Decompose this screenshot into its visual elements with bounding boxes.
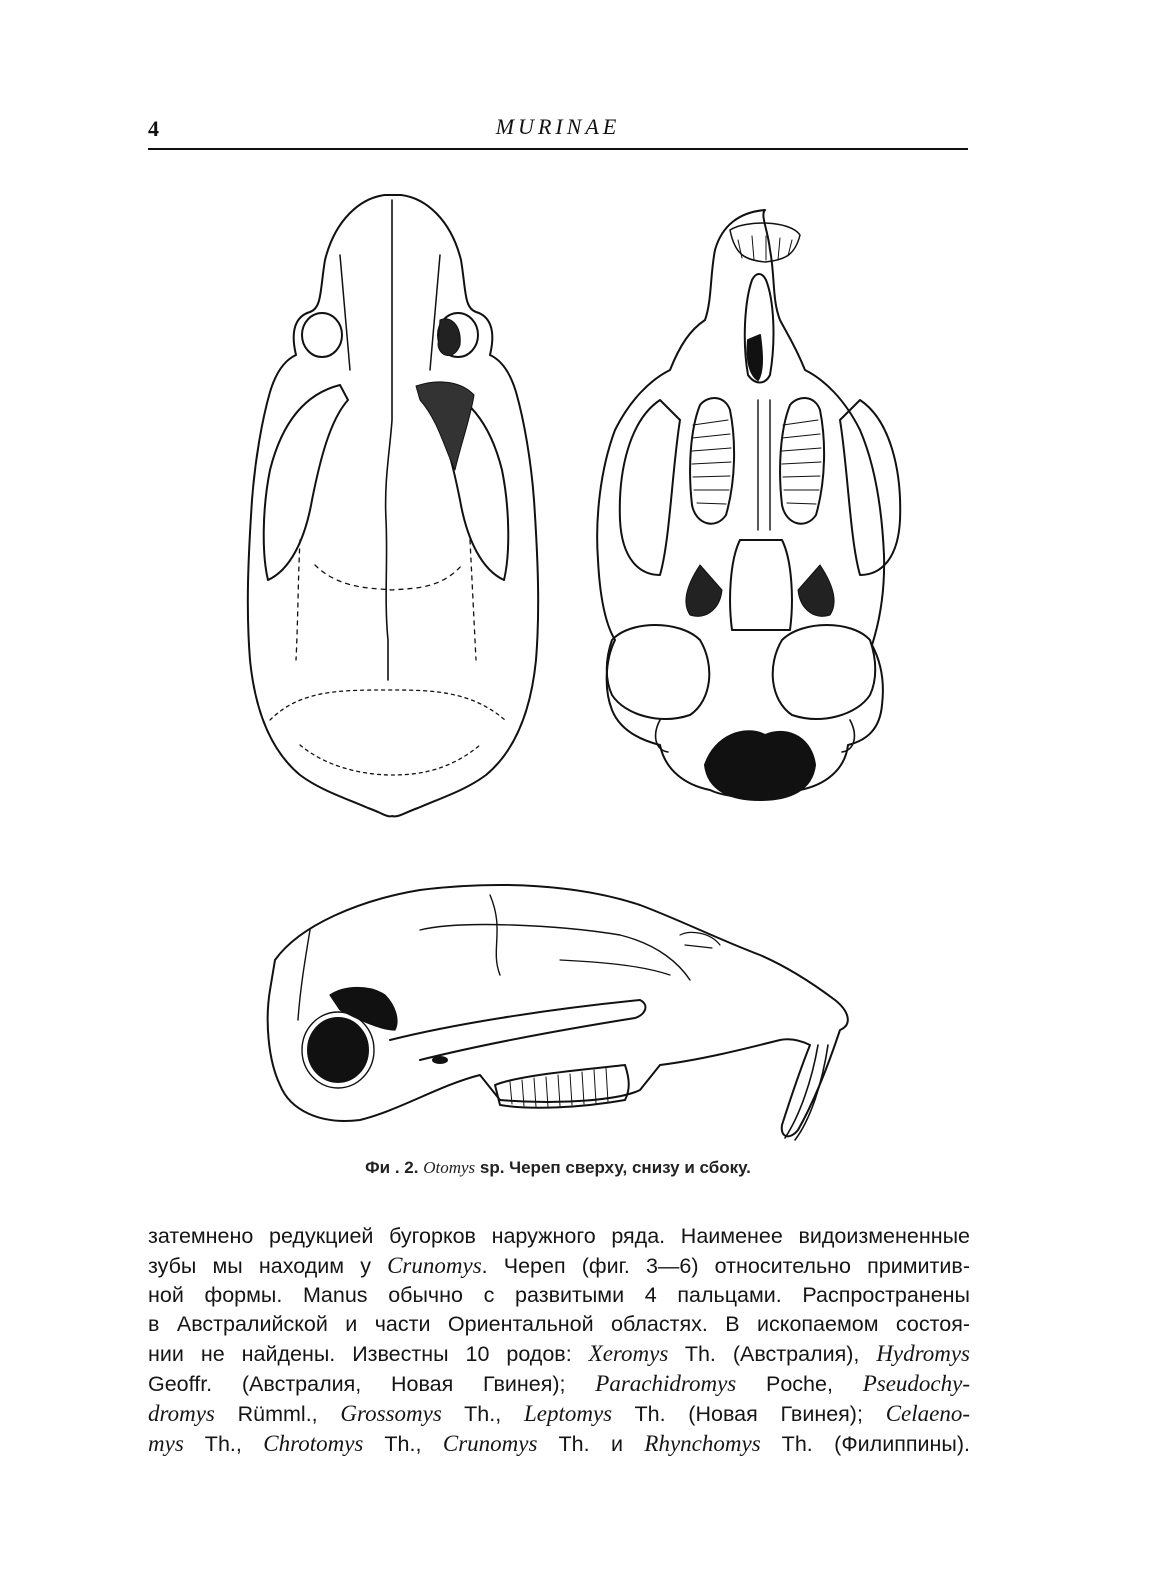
text-run: Th. (Австралия), [668,1342,877,1366]
taxon-name: dromys [148,1401,215,1426]
page-number: 4 [148,116,159,141]
taxon-name: Rhynchomys [644,1431,761,1456]
text-run: затемнено редукцией бугорков наружного ряда. Наименее видоизмененные [148,1224,970,1248]
text-run: Th. и [537,1432,645,1456]
taxon-name: Crunomys [387,1253,482,1278]
skull-dorsal-view [248,195,538,816]
text-run: нии не найдены. Известны 10 родов: [148,1342,589,1366]
taxon-name: Chrotomys [263,1431,364,1456]
caption-prefix: Фи . 2. [365,1158,419,1177]
text-line [148,1369,970,1399]
text-line [148,1399,970,1429]
taxon-name: mys [148,1431,184,1456]
text-run: Geoffr. (Австралия, Новая Гвинея); [148,1372,596,1396]
taxon-name: Xeromys [588,1341,669,1366]
taxon-name: Pseudochy- [862,1371,970,1396]
text-line [148,1429,970,1459]
taxon-name: Leptomys [523,1401,613,1426]
taxon-name: Celaeno- [885,1401,970,1426]
text-run: зубы мы находим у [148,1254,388,1278]
text-run: . Череп (фиг. 3—6) относительно примитив- [481,1254,970,1278]
text-run: Poche, [736,1372,863,1396]
taxon-name: Parachidromys [595,1371,737,1396]
running-title: MURINAE [495,114,621,139]
text-line [148,1310,970,1339]
figure-caption [148,1158,968,1178]
text-run: Th., [363,1432,443,1456]
text-run: Th. (Филиппины). [760,1432,970,1456]
text-run: Th., [183,1432,264,1456]
text-run: в Австралийской и части Ориентальной областях. В ископаемом состоя- [148,1312,970,1336]
skull-ventral-view [597,210,900,800]
taxon-name: Hydromys [876,1341,970,1366]
text-run: ной формы. Manus обычно с развитыми 4 пальцами. Распространены [148,1283,970,1307]
body-paragraph [148,1222,970,1459]
text-line [148,1281,970,1310]
text-run: Th. (Новая Гвинея); [612,1402,886,1426]
text-run: Rümml., [214,1402,341,1426]
text-line [148,1222,970,1251]
text-run: Th., [441,1402,524,1426]
caption-taxon: Otomys [423,1158,476,1177]
text-line [148,1339,970,1369]
taxon-name: Grossomys [340,1401,442,1426]
taxon-name: Crunomys [442,1431,538,1456]
text-line [148,1251,970,1281]
skull-lateral-view [268,885,848,1140]
caption-rest: sp. Череп сверху, снизу и сбоку. [479,1158,751,1177]
